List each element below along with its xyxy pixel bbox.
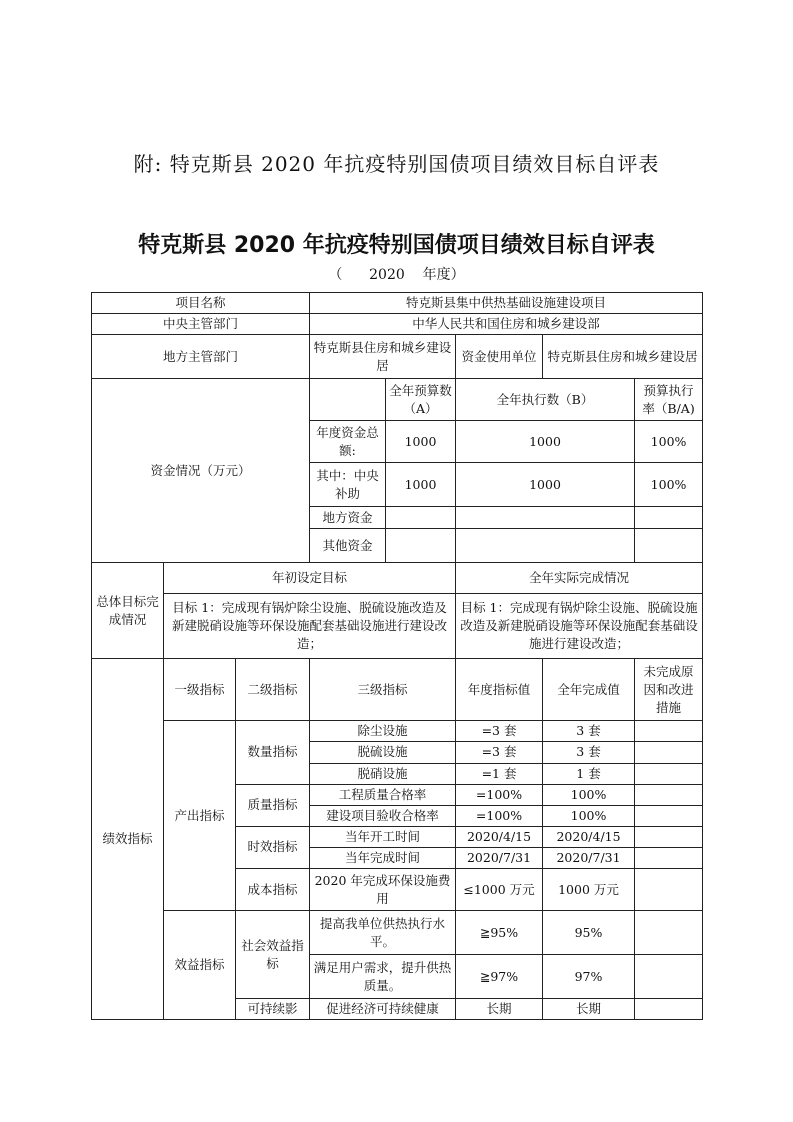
indicator-reason xyxy=(635,721,703,742)
funds-header-executed: 全年执行数（B） xyxy=(456,379,635,421)
funds-row-label: 地方资金 xyxy=(310,507,386,529)
indicator-reason xyxy=(635,869,703,911)
indicator-actual: 2020/4/15 xyxy=(543,826,635,847)
indicator-name: 当年开工时间 xyxy=(310,826,456,847)
indicator-reason xyxy=(635,848,703,869)
indicator-name: 脱硫设施 xyxy=(310,742,456,763)
perf-header-level2: 二级指标 xyxy=(236,659,310,721)
indicator-target: =1 套 xyxy=(456,763,543,784)
page-title: 特克斯县 2020 年抗疫特别国债项目绩效目标自评表 xyxy=(138,233,655,258)
year-label: 年度） xyxy=(422,267,465,283)
funds-row-executed xyxy=(456,507,635,529)
funds-header-rate: 预算执行率（B/A) xyxy=(635,379,703,421)
funds-row-executed: 1000 xyxy=(456,463,635,507)
indicator-name: 提高我单位供热执行水平。 xyxy=(310,911,456,955)
local-dept-label: 地方主管部门 xyxy=(92,335,310,379)
evaluation-table xyxy=(91,292,703,1020)
overall-set-header: 年初设定目标 xyxy=(164,563,456,594)
indicator-target: =3 套 xyxy=(456,721,543,742)
year-open-paren: （ xyxy=(328,267,343,283)
cost-label: 成本指标 xyxy=(236,869,310,911)
indicator-actual: 95% xyxy=(543,911,635,955)
indicator-name: 满足用户需求，提升供热质量。 xyxy=(310,955,456,999)
indicator-target: =100% xyxy=(456,805,543,826)
indicator-target: =3 套 xyxy=(456,742,543,763)
quantity-label: 数量指标 xyxy=(236,721,310,784)
indicator-target: ≧95% xyxy=(456,911,543,955)
funds-row-label: 其他资金 xyxy=(310,529,386,563)
attachment-title: 附: 特克斯县 2020 年抗疫特别国债项目绩效目标自评表 xyxy=(133,152,660,176)
funds-row-rate xyxy=(635,529,703,563)
indicator-actual: 100% xyxy=(543,784,635,805)
overall-actual-text: 目标 1：完成现有锅炉除尘设施、脱硫设施改造及新建脱硝设施等环保设施配套基础设施进行建设改造； xyxy=(456,594,703,659)
overall-actual-header: 全年实际完成情况 xyxy=(456,563,703,594)
timeliness-label: 时效指标 xyxy=(236,826,310,868)
local-dept-value: 特克斯县住房和城乡建设居 xyxy=(310,335,456,379)
indicator-actual: 2020/7/31 xyxy=(543,848,635,869)
sustain-label: 可持续影 xyxy=(236,999,310,1020)
funds-row-rate: 100% xyxy=(635,463,703,507)
funds-row-budget: 1000 xyxy=(386,463,456,507)
perf-header-actual: 全年完成值 xyxy=(543,659,635,721)
indicator-reason xyxy=(635,742,703,763)
perf-header-target: 年度指标值 xyxy=(456,659,543,721)
funds-row-label: 其中：中央补助 xyxy=(310,463,386,507)
indicator-name: 建设项目验收合格率 xyxy=(310,805,456,826)
indicator-name: 当年完成时间 xyxy=(310,848,456,869)
indicator-target: 2020/4/15 xyxy=(456,826,543,847)
central-dept-value: 中华人民共和国住房和城乡建设部 xyxy=(310,314,703,335)
output-label: 产出指标 xyxy=(164,721,236,911)
perf-label: 绩效指标 xyxy=(92,659,164,1020)
benefit-label: 效益指标 xyxy=(164,911,236,1020)
indicator-name: 2020 年完成环保设施费用 xyxy=(310,869,456,911)
perf-header-level3: 三级指标 xyxy=(310,659,456,721)
central-dept-label: 中央主管部门 xyxy=(92,314,310,335)
perf-header-reason: 未完成原因和改进措施 xyxy=(635,659,703,721)
indicator-reason xyxy=(635,763,703,784)
overall-label: 总体目标完成情况 xyxy=(92,563,164,659)
fund-unit-label: 资金使用单位 xyxy=(456,335,543,379)
overall-set-text: 目标 1：完成现有锅炉除尘设施、脱硫设施改造及新建脱硝设施等环保设施配套基础设施进行建设改造； xyxy=(164,594,456,659)
indicator-target: ≤1000 万元 xyxy=(456,869,543,911)
funds-row-budget xyxy=(386,507,456,529)
indicator-target: 长期 xyxy=(456,999,543,1020)
indicator-reason xyxy=(635,999,703,1020)
project-name-value: 特克斯县集中供热基础设施建设项目 xyxy=(310,293,703,314)
indicator-name: 除尘设施 xyxy=(310,721,456,742)
indicator-reason xyxy=(635,805,703,826)
indicator-actual: 3 套 xyxy=(543,721,635,742)
indicator-actual: 97% xyxy=(543,955,635,999)
quality-label: 质量指标 xyxy=(236,784,310,826)
indicator-actual: 100% xyxy=(543,805,635,826)
indicator-name: 工程质量合格率 xyxy=(310,784,456,805)
indicator-target: 2020/7/31 xyxy=(456,848,543,869)
indicator-reason xyxy=(635,955,703,999)
indicator-actual: 长期 xyxy=(543,999,635,1020)
funds-header-blank xyxy=(310,379,386,421)
indicator-target: ≧97% xyxy=(456,955,543,999)
indicator-reason xyxy=(635,911,703,955)
funds-row-budget xyxy=(386,529,456,563)
indicator-reason xyxy=(635,784,703,805)
funds-label: 资金情况（万元） xyxy=(92,379,310,563)
perf-header-level1: 一级指标 xyxy=(164,659,236,721)
funds-row-rate: 100% xyxy=(635,421,703,463)
funds-row-label: 年度资金总额: xyxy=(310,421,386,463)
funds-row-executed xyxy=(456,529,635,563)
fund-unit-value: 特克斯县住房和城乡建设居 xyxy=(543,335,703,379)
indicator-name: 促进经济可持续健康 xyxy=(310,999,456,1020)
year-value: 2020 xyxy=(369,267,405,283)
indicator-reason xyxy=(635,826,703,847)
indicator-name: 脱硝设施 xyxy=(310,763,456,784)
year-line xyxy=(0,264,793,284)
funds-header-budget: 全年预算数（A） xyxy=(386,379,456,421)
indicator-actual: 3 套 xyxy=(543,742,635,763)
indicator-actual: 1 套 xyxy=(543,763,635,784)
funds-row-budget: 1000 xyxy=(386,421,456,463)
project-name-label: 项目名称 xyxy=(92,293,310,314)
funds-row-rate xyxy=(635,507,703,529)
social-label: 社会效益指标 xyxy=(236,911,310,999)
indicator-actual: 1000 万元 xyxy=(543,869,635,911)
indicator-target: =100% xyxy=(456,784,543,805)
funds-row-executed: 1000 xyxy=(456,421,635,463)
